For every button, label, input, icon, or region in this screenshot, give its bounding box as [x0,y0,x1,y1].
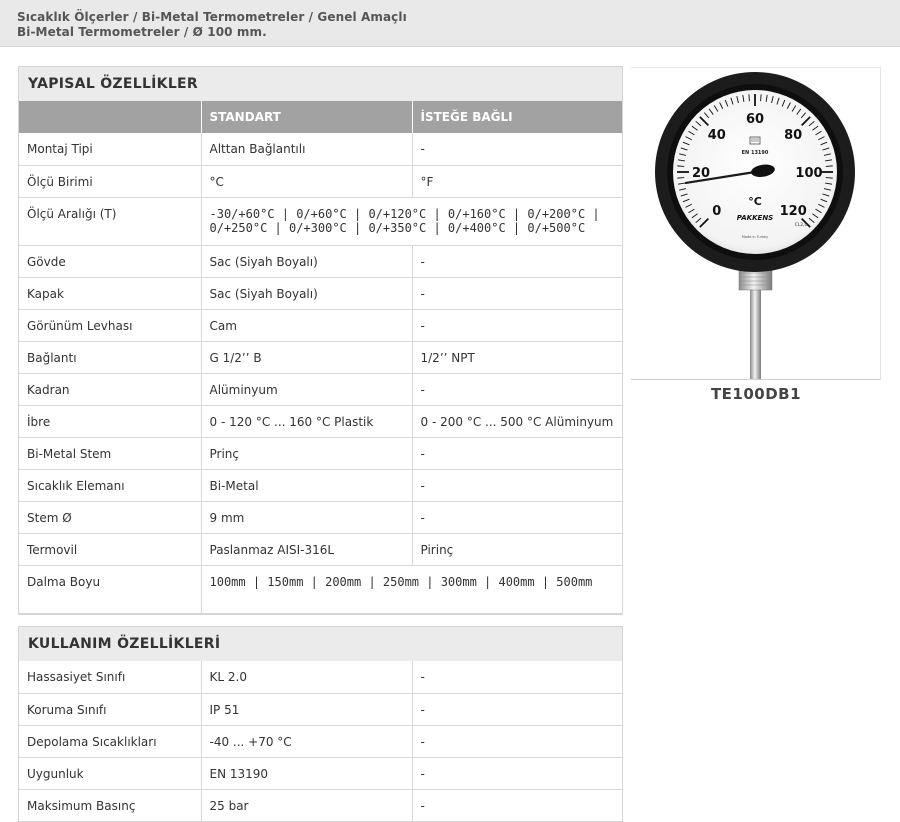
standard-value-cell: Cam [201,309,412,341]
dial-made-in: Made in Turkey [741,235,769,239]
table-row [19,405,622,437]
standard-value-cell: Alttan Bağlantılı [201,133,412,165]
optional-value-cell: 0 - 200 °C ... 500 °C Alüminyum [412,405,622,437]
dial-label: 120 [779,204,807,220]
standard-value-cell: EN 13190 [201,757,412,789]
optional-value-cell: - [412,373,622,405]
table-row [19,309,622,341]
feature-cell: Uygunluk [19,757,201,789]
feature-cell: Dalma Boyu [19,565,201,613]
dial-standard-text: EN 13190 [741,150,769,156]
breadcrumb-line-1: Sıcaklık Ölçerler / Bi-Metal Termometreler / Genel Amaçlı [17,10,407,24]
usage-features-title: KULLANIM ÖZELLİKLERİ [19,627,622,661]
feature-cell: Ölçü Aralığı (T) [19,197,201,245]
table-row [19,533,622,565]
column-header-feature [19,101,201,133]
feature-cell: Montaj Tipi [19,133,201,165]
dial-tick [677,166,684,167]
optional-value-cell: - [412,469,622,501]
optional-value-cell: - [412,309,622,341]
feature-cell: Gövde [19,245,201,277]
feature-cell: Bağlantı [19,341,201,373]
table-row [19,277,622,309]
dial-tick [826,178,833,179]
dial-label: 80 [784,127,803,143]
feature-cell: Maksimum Basınç [19,789,201,821]
dial-label: 0 [712,204,722,220]
dial-tick [826,166,833,167]
usage-features-panel [18,626,623,822]
feature-cell: Termovil [19,533,201,565]
optional-value-cell: °F [412,165,622,197]
usage-features-table [19,661,622,822]
table-row [19,757,622,789]
column-header-standard: STANDART [201,101,412,133]
feature-cell: Hassasiyet Sınıfı [19,661,201,693]
optional-value-cell: - [412,661,622,693]
optional-value-cell: - [412,277,622,309]
table-row [19,469,622,501]
standard-value-cell: Prinç [201,437,412,469]
standard-value-cell: Sac (Siyah Boyalı) [201,277,412,309]
feature-cell: İbre [19,405,201,437]
dial-class: CL2,0 [794,223,808,228]
feature-cell: Stem Ø [19,501,201,533]
dial-label: 100 [795,166,823,181]
structural-features-panel [18,66,623,615]
standard-value-cell: IP 51 [201,693,412,725]
standard-value-cell: -30/+60°C | 0/+60°C | 0/+120°C | 0/+160°C | 0/+200°C | 0/+250°C | 0/+300°C | 0/+350°C | 0/+400°C | 0/+500°C [201,197,622,245]
standard-value-cell: Alüminyum [201,373,412,405]
optional-value-cell: - [412,725,622,757]
table-row [19,133,622,165]
optional-value-cell: - [412,693,622,725]
standard-value-cell: °C [201,165,412,197]
table-row [19,661,622,693]
standard-value-cell: 9 mm [201,501,412,533]
feature-cell: Ölçü Birimi [19,165,201,197]
product-code: TE100DB1 [710,385,802,403]
standard-value-cell: -40 ... +70 °C [201,725,412,757]
table-row [19,501,622,533]
standard-value-cell: 25 bar [201,789,412,821]
table-row [19,341,622,373]
thermometer-image [631,68,879,379]
dial-unit: °C [748,195,762,208]
feature-cell: Koruma Sınıfı [19,693,201,725]
dial-tick [677,178,684,179]
standard-value-cell: 0 - 120 °C ... 160 °C Plastik [201,405,412,437]
table-row [19,245,622,277]
optional-value-cell: 1/2’’ NPT [412,341,622,373]
table-row [19,725,622,757]
standard-value-cell: 100mm | 150mm | 200mm | 250mm | 300mm | 400mm | 500mm [201,565,622,613]
breadcrumb-line-2: Bi-Metal Termometreler / Ø 100 mm. [17,25,267,39]
optional-value-cell: - [412,757,622,789]
feature-cell: Depolama Sıcaklıkları [19,725,201,757]
table-row [19,693,622,725]
optional-value-cell: - [412,245,622,277]
feature-cell: Kapak [19,277,201,309]
table-row [19,165,622,197]
table-row [19,197,622,245]
structural-features-title: YAPISAL ÖZELLİKLER [19,67,622,101]
table-row [19,373,622,405]
dial-brand: PAKKENS [736,214,774,222]
dial-tick [749,94,750,101]
optional-value-cell: - [412,437,622,469]
dial-tick [761,94,762,101]
standard-value-cell: G 1/2’’ B [201,341,412,373]
structural-features-table [19,101,623,614]
thermometer-stem [750,290,761,379]
optional-value-cell: - [412,133,622,165]
optional-value-cell: - [412,501,622,533]
product-image-frame [631,67,881,380]
dial-label: 40 [707,127,726,143]
feature-cell: Sıcaklık Elemanı [19,469,201,501]
dial-label: 60 [745,112,765,127]
table-row [19,437,622,469]
feature-cell: Kadran [19,373,201,405]
table-row [19,789,622,821]
standard-value-cell: Paslanmaz AISI-316L [201,533,412,565]
standard-value-cell: Bi-Metal [201,469,412,501]
standard-value-cell: KL 2.0 [201,661,412,693]
column-header-optional: İSTEĞE BAĞLI [412,101,622,133]
feature-cell: Görünüm Levhası [19,309,201,341]
optional-value-cell: - [412,789,622,821]
breadcrumb [0,0,900,47]
feature-cell: Bi-Metal Stem [19,437,201,469]
dial-label: 20 [691,166,711,181]
optional-value-cell: Pirinç [412,533,622,565]
table-row [19,565,622,613]
standard-value-cell: Sac (Siyah Boyalı) [201,245,412,277]
